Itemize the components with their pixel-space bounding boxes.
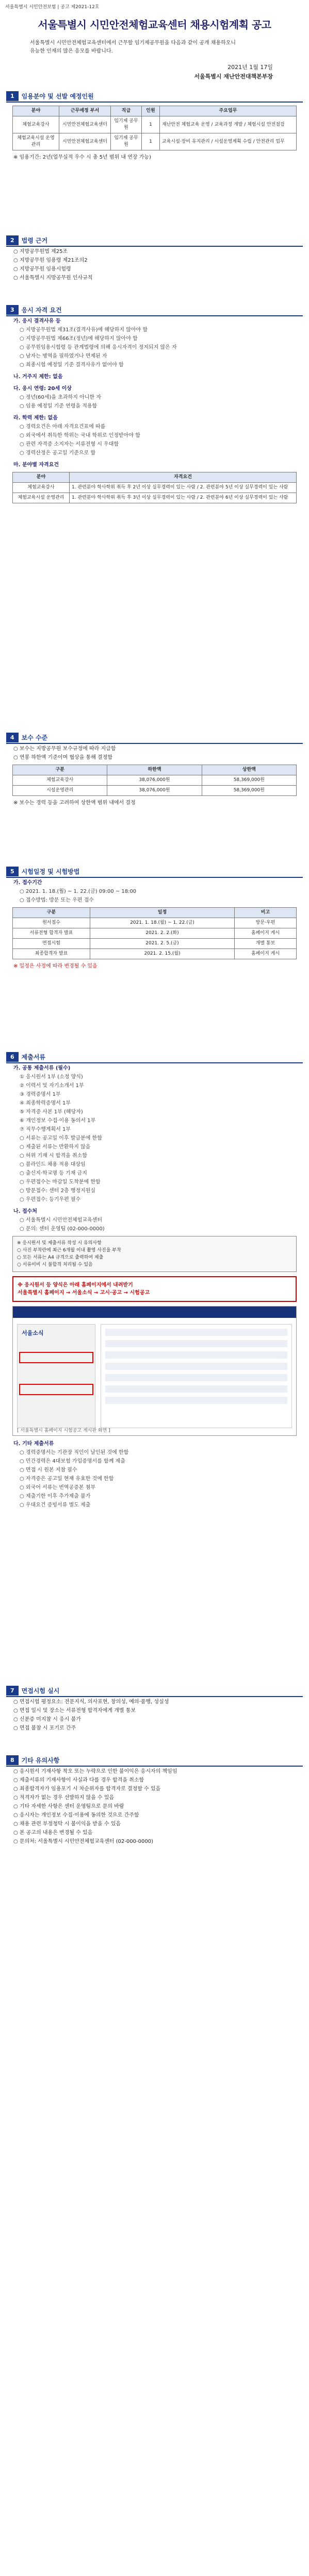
table-header-row <box>13 472 297 483</box>
recruitment-table <box>12 106 297 150</box>
text-line: ○ 서울특별시 시민안전체험교육센터 <box>20 1217 102 1223</box>
intro-paragraph <box>30 39 283 56</box>
table-row <box>13 918 297 928</box>
section-number: 1 <box>6 91 19 101</box>
qualification-table <box>12 472 297 503</box>
table-cell: 재난안전 체험교육 운영 / 교육과정 개발 / 체험시설 안전점검 <box>160 116 297 133</box>
text-line: ○ 본 공고의 내용은 변경될 수 있음 <box>13 1830 93 1836</box>
text-line: ○ 문의: 센터 운영팀 (02-000-0000) <box>20 1226 105 1232</box>
table-header: 근무예정 부서 <box>59 106 111 116</box>
table-cell: 홈페이지 게시 <box>235 949 297 959</box>
website-sidebar <box>17 1324 95 1428</box>
text-line: ② 이력서 및 자기소개서 1부 <box>20 1083 84 1089</box>
website-content <box>101 1324 292 1428</box>
download-notice-box <box>12 1276 297 1302</box>
text-line: ○ 면접 시 원본 지참 필수 <box>20 1467 77 1473</box>
text-line: ○ 제출기한 이후 추가제출 불가 <box>20 1494 91 1499</box>
text-line: ④ 최종학력증명서 1부 <box>20 1100 71 1106</box>
text-line: ③ 경력증명서 1부 <box>20 1092 61 1097</box>
list-item <box>105 1397 287 1404</box>
table-header: 직급 <box>111 106 142 116</box>
notice-box <box>12 1236 297 1272</box>
table-row <box>13 116 297 133</box>
table-cell: 체험교육강사 <box>13 483 70 493</box>
table-cell: 개별 통보 <box>235 939 297 949</box>
intro-line: 서울특별시 시민안전체험교육센터에서 근무할 임기제공무원을 다음과 같이 공개 채용하오니 <box>30 40 236 46</box>
highlight-box <box>19 1352 93 1363</box>
text-line: ○ 블라인드 채용 적용 대상임 <box>20 1162 86 1167</box>
table-row <box>13 483 297 493</box>
section-header <box>6 234 303 247</box>
table-cell: 홈페이지 게시 <box>235 928 297 939</box>
table-row <box>13 786 297 796</box>
section-note: ※ 임용기간: 2년(업무실적 우수 시 총 5년 범위 내 연장 가능) <box>13 155 151 160</box>
text-line: ⑦ 직무수행계획서 1부 <box>20 1127 71 1132</box>
section-number: 5 <box>6 867 19 876</box>
text-line: ○ 적격자가 없는 경우 선발하지 않을 수 있음 <box>13 1795 115 1801</box>
section-salary <box>6 732 303 850</box>
list-item <box>105 1329 287 1336</box>
text-line: ○ 허위 기재 시 합격을 취소함 <box>20 1153 87 1159</box>
table-header: 분야 <box>13 472 70 483</box>
section-title: 응시 자격 요건 <box>21 306 62 314</box>
text-line: ○ 우대요건 증빙서류 별도 제출 <box>20 1502 91 1508</box>
table-cell: 체험교육시설 운영 관리 <box>13 133 59 150</box>
table-header: 분야 <box>13 106 59 116</box>
announcement-date: 2021년 1월 17일 <box>227 64 273 71</box>
subsection-title: 마. 분야별 자격요건 <box>13 462 59 468</box>
section-header <box>6 90 303 103</box>
text-line: ○ 지방공무원법 제31조(결격사유)에 해당하지 않아야 함 <box>20 327 148 333</box>
table-header: 일정 <box>90 908 235 918</box>
section-header <box>6 1051 303 1063</box>
subsection-title: 다. 기타 제출서류 <box>13 1441 54 1447</box>
table-cell: 38,076,000원 <box>107 775 202 786</box>
list-item <box>105 1374 287 1381</box>
table-cell: 교육시설·장비 유지관리 / 시설운영계획 수립 / 안전관리 업무 <box>160 133 297 150</box>
table-cell: 1. 관련분야 학사학위 취득 후 2년 이상 실무경력이 있는 사람 / 2. 관련분야 5년 이상 실무경력이 있는 사람 <box>70 483 297 493</box>
table-row <box>13 493 297 503</box>
text-line: ○ 지방공무원법 제25조 <box>13 249 68 255</box>
text-line: ○ 우편접수는 마감일 도착분에 한함 <box>20 1179 101 1185</box>
schedule-table <box>12 907 297 959</box>
text-line: ○ 방문접수: 센터 2층 행정지원실 <box>20 1188 96 1194</box>
list-item <box>105 1363 287 1370</box>
text-line: ○ 제출된 서류는 반환하지 않음 <box>20 1144 91 1150</box>
text-line: ○ 경력증명서는 기관장 직인이 날인된 것에 한함 <box>20 1450 129 1455</box>
table-cell: 서류전형 합격자 발표 <box>13 928 90 939</box>
intro-line: 유능한 인재의 많은 응모를 바랍니다. <box>30 48 113 54</box>
subsection-title: 가. 공통 제출서류 (필수) <box>13 1065 71 1071</box>
table-header: 구분 <box>13 908 90 918</box>
subsection-title: 가. 접수기간 <box>13 880 42 886</box>
text-line: ○ 면접 일시 및 장소는 서류전형 합격자에게 개별 통보 <box>13 1708 136 1714</box>
table-header: 하한액 <box>107 765 202 775</box>
text-line: ○ 문의처: 서울특별시 시민안전체험교육센터 (02-000-0000) <box>13 1839 153 1844</box>
table-header-row <box>13 908 297 918</box>
table-cell: 시설운영관리 <box>13 786 107 796</box>
section-eligibility <box>6 304 303 716</box>
text-line: ○ 접수방법: 방문 또는 우편 접수 <box>20 897 94 903</box>
text-line: ① 응시원서 1부 (소정 양식) <box>20 1074 83 1080</box>
section-title: 보수 수준 <box>21 734 48 741</box>
text-line: ○ 지방공무원 임용령 제21조의2 <box>13 258 88 263</box>
table-cell: 1 <box>142 133 160 150</box>
list-item <box>105 1385 287 1393</box>
list-item <box>105 1340 287 1347</box>
section-header <box>6 866 303 878</box>
section-recruitment-fields <box>6 90 303 224</box>
section-number: 7 <box>6 1686 19 1696</box>
section-header <box>6 304 303 316</box>
section-title: 면접시험 실시 <box>21 1687 60 1694</box>
notice-line: ○ 서류미비 시 불합격 처리될 수 있음 <box>17 1262 93 1267</box>
table-cell: 58,369,000원 <box>202 775 296 786</box>
text-line: ○ 면접 불참 시 포기로 간주 <box>13 1725 76 1731</box>
table-header: 주요업무 <box>160 106 297 116</box>
section-note: ※ 일정은 사정에 따라 변경될 수 있음 <box>13 963 97 969</box>
text-line: ○ 서류는 공고일 이후 발급분에 한함 <box>20 1136 102 1141</box>
text-line: ○ 응시원서 기재사항 착오 또는 누락으로 인한 불이익은 응시자의 책임임 <box>13 1769 177 1774</box>
notice-line: ※ 응시원서 및 제출서류 작성 시 유의사항 <box>17 1241 102 1246</box>
section-note: ※ 보수는 경력 등을 고려하여 상한액 범위 내에서 결정 <box>13 800 136 806</box>
text-line: ○ 연봉 하한액 기준이며 협상을 통해 결정함 <box>13 755 113 760</box>
text-line: ○ 서울특별시 지방공무원 인사규칙 <box>13 275 93 281</box>
table-header-row <box>13 765 297 775</box>
section-interview <box>6 1685 303 1741</box>
text-line: ○ 면접시험 평정요소: 전문지식, 의사표현, 창의성, 예의·품행, 성실성 <box>13 1699 169 1705</box>
text-line: ○ 경력요건은 아래 자격요건표에 따름 <box>20 424 106 430</box>
text-line: ⑤ 자격증 사본 1부 (해당자) <box>20 1109 83 1115</box>
text-line: ○ 관련 자격증 소지자는 서류전형 시 우대함 <box>20 442 119 447</box>
table-cell: 1. 관련분야 학사학위 취득 후 3년 이상 실무경력이 있는 사람 / 2. 관련분야 6년 이상 실무경력이 있는 사람 <box>70 493 297 503</box>
text-line: ○ 응시자는 개인정보 수집·이용에 동의한 것으로 간주함 <box>13 1812 139 1818</box>
table-row <box>13 133 297 150</box>
table-row <box>13 949 297 959</box>
section-title: 시험일정 및 시험방법 <box>21 868 80 875</box>
table-header: 구분 <box>13 765 107 775</box>
section-header <box>6 1754 303 1767</box>
notice-line: ○ 모든 서류는 A4 규격으로 출력하여 제출 <box>17 1255 104 1260</box>
text-line: ○ 제출서류의 기재사항이 사실과 다를 경우 합격을 취소함 <box>13 1777 144 1783</box>
section-number: 2 <box>6 235 19 245</box>
section-header <box>6 732 303 744</box>
website-nav-bar <box>13 1307 296 1318</box>
text-line: ○ 2021. 1. 18.(월) ~ 1. 22.(금) 09:00 ~ 18:00 <box>20 889 137 894</box>
text-line: ○ 지방공무원법 제66조(정년)에 해당하지 않아야 함 <box>20 336 138 342</box>
table-cell: 시민안전체험교육센터 <box>59 133 111 150</box>
text-line: ○ 보수는 지방공무원 보수규정에 따라 지급함 <box>13 746 116 752</box>
salary-table <box>12 765 297 796</box>
text-line: ○ 최종합격자가 임용포기 시 차순위자를 합격자로 결정할 수 있음 <box>13 1786 161 1792</box>
page-title: 서울특별시 시민안전체험교육센터 채용시험계획 공고 <box>38 19 271 31</box>
table-cell: 체험교육강사 <box>13 116 59 133</box>
section-other-notes <box>6 1754 303 1857</box>
header-note: 서울특별시 시민안전보험 | 공고 제2021-12호 <box>5 5 100 10</box>
table-cell: 체험교육시설 운영관리 <box>13 493 70 503</box>
section-legal-basis <box>6 234 303 291</box>
issuer-name: 서울특별시 재난안전대책본부장 <box>194 73 273 80</box>
section-number: 3 <box>6 305 19 315</box>
table-header-row <box>13 106 297 116</box>
text-line: ○ 우편접수: 등기우편 필수 <box>20 1197 81 1202</box>
table-cell: 임기제 공무원 <box>111 116 142 133</box>
text-line: ○ 신분증 미지참 시 응시 불가 <box>13 1717 81 1722</box>
website-screenshot <box>12 1306 297 1436</box>
table-header: 상한액 <box>202 765 296 775</box>
table-header: 비고 <box>235 908 297 918</box>
notice-line: ○ 사진 부착란에 최근 6개월 이내 촬영 사진을 부착 <box>17 1248 121 1253</box>
subsection-title: 가. 응시 결격사유 등 <box>13 318 61 324</box>
table-cell: 면접시험 <box>13 939 90 949</box>
notice-line: 서울특별시 홈페이지 → 서울소식 → 고시·공고 → 시험공고 <box>18 1290 150 1296</box>
text-line: ○ 최종시험 예정일 기준 결격사유가 없어야 함 <box>20 362 124 368</box>
table-cell: 1 <box>142 116 160 133</box>
text-line: ○ 임용 예정일 기준 연령을 적용함 <box>20 403 97 409</box>
highlight-box <box>19 1384 93 1395</box>
section-title: 법령 근거 <box>21 236 48 244</box>
table-row <box>13 775 297 786</box>
text-line: ○ 외국어 서류는 번역공증본 첨부 <box>20 1485 96 1490</box>
table-cell: 38,076,000원 <box>107 786 202 796</box>
text-line: ○ 공무원임용시험령 등 관계법령에 의해 응시자격이 정지되지 않은 자 <box>20 345 177 350</box>
sidebar-label: 서울소식 <box>22 1330 44 1336</box>
text-line: ○ 정년(60세)을 초과하지 아니한 자 <box>20 395 101 400</box>
table-cell: 2021. 2. 15.(월) <box>90 949 235 959</box>
section-documents <box>6 1051 303 1669</box>
table-cell: 2021. 2. 5.(금) <box>90 939 235 949</box>
section-title: 기타 유의사항 <box>21 1756 60 1764</box>
section-schedule <box>6 866 303 1036</box>
section-title: 임용분야 및 선발 예정인원 <box>21 92 94 100</box>
table-row <box>13 928 297 939</box>
list-item <box>105 1351 287 1359</box>
text-line: ○ 기타 자세한 사항은 센터 운영팀으로 문의 바람 <box>13 1804 124 1809</box>
table-cell: 2021. 2. 2.(화) <box>90 928 235 939</box>
subsection-title: 나. 거주지 제한: 없음 <box>13 374 63 380</box>
text-line: ○ 남자는 병역을 필하였거나 면제된 자 <box>20 353 107 359</box>
table-cell: 임기제 공무원 <box>111 133 142 150</box>
table-cell: 방문·우편 <box>235 918 297 928</box>
table-cell: 시민안전체험교육센터 <box>59 116 111 133</box>
table-cell: 원서접수 <box>13 918 90 928</box>
text-line: ○ 채용 관련 부정청탁 시 불이익을 받을 수 있음 <box>13 1821 121 1827</box>
screenshot-caption: [ 서울특별시 홈페이지 시험공고 게시판 화면 ] <box>17 1428 110 1433</box>
subsection-title: 다. 응시 연령: 20세 이상 <box>13 386 72 392</box>
table-cell: 2021. 1. 18.(월) ~ 1. 22.(금) <box>90 918 235 928</box>
table-cell: 체험교육강사 <box>13 775 107 786</box>
section-number: 6 <box>6 1052 19 1062</box>
section-title: 제출서류 <box>21 1053 46 1061</box>
subsection-title: 나. 접수처 <box>13 1209 37 1214</box>
subsection-title: 라. 학력 제한: 없음 <box>13 415 58 421</box>
section-header <box>6 1685 303 1697</box>
text-line: ○ 출신지·학교명 등 기재 금지 <box>20 1171 87 1176</box>
section-number: 4 <box>6 733 19 742</box>
text-line: ○ 지방공무원 임용시험령 <box>13 266 71 272</box>
table-row <box>13 939 297 949</box>
text-line: ○ 자격증은 공고일 현재 유효한 것에 한함 <box>20 1476 114 1482</box>
text-line: ○ 경력산정은 공고일 기준으로 함 <box>20 450 96 456</box>
table-cell: 최종합격자 발표 <box>13 949 90 959</box>
text-line: ⑥ 개인정보 수집·이용 동의서 1부 <box>20 1118 96 1124</box>
notice-line: ※ 응시원서 등 양식은 아래 홈페이지에서 내려받기 <box>18 1282 133 1288</box>
section-number: 8 <box>6 1755 19 1765</box>
table-header: 자격요건 <box>70 472 297 483</box>
text-line: ○ 외국에서 취득한 학위는 국내 학위로 인정받아야 함 <box>20 433 140 438</box>
table-header: 인원 <box>142 106 160 116</box>
text-line: ○ 민간경력은 4대보험 가입증명서를 함께 제출 <box>20 1459 125 1464</box>
table-cell: 58,369,000원 <box>202 786 296 796</box>
